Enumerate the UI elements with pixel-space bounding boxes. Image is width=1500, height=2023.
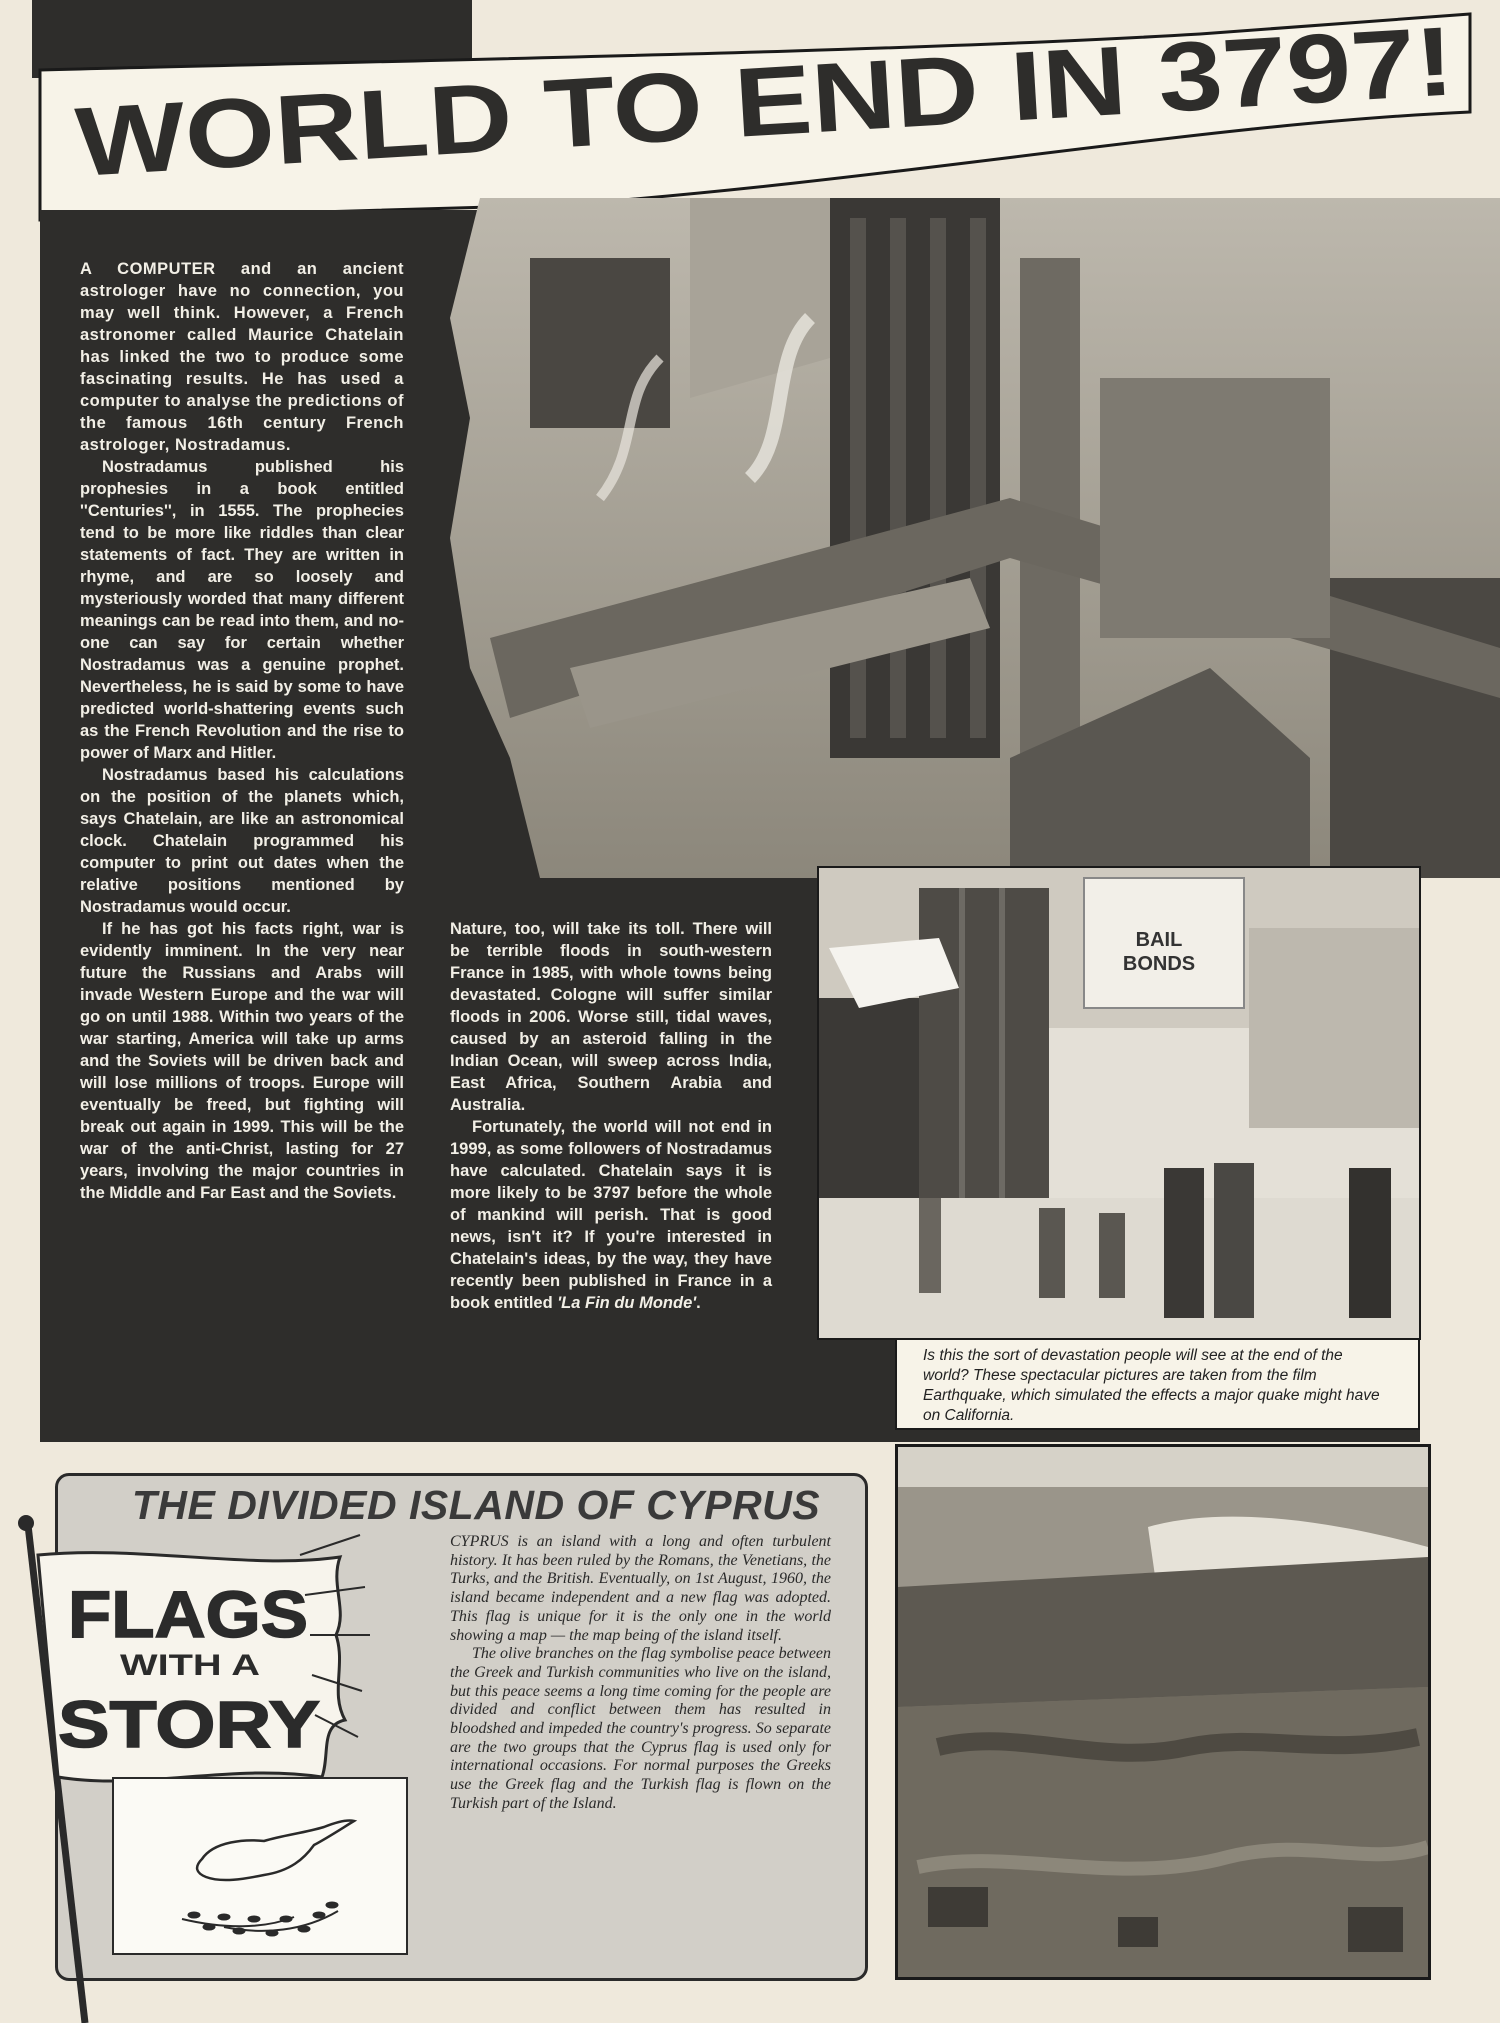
headline-banner [0,0,1500,230]
flags-feature-text [450,1533,831,1814]
bail-bonds-sign-line1: BAIL [1135,929,1183,951]
flags-feature-title: THE DIVIDED ISLAND OF CYPRUS [131,1482,821,1528]
city-ruins-photo [450,198,1500,878]
logo-word-with-a: WITH A [120,1649,260,1682]
story-paragraph: Nostradamus based his calculations on the position of the planets which, says Chatelain, are like an astronomical clock. Chatelain programmed his computer to print out dates when the relative positions mentioned by Nostradamus would occur. [80,766,404,916]
story-column-2 [450,918,772,1314]
story-column-1 [80,258,404,1204]
story-paragraph: If he has got his facts right, war is evidently imminent. In the very near future the Russians and Arabs will invade Western Europe and the war will go on until 1988. Within two years of the war starting, America will take up arms and the Soviets will be driven back and will lose millions of troops. Europe will eventually be freed, but fighting will break out again in 1999. This will be the war of the anti-Christ, lasting for 27 years, involving the major countries in the Middle and Far East and the Soviets. [80,920,404,1202]
story-final-period: . [696,1294,701,1312]
story-paragraph: Nostradamus published his prophesies in a book entitled ''Centuries'', in 1555. The prophecies tend to be more like riddles than clear statements of fact. They are written in rhyme, and are so loosely and mysteriously worded that many different meanings can be read into them, and no-one can say for certain whether Nostradamus was a genuine prophet. Nevertheless, he is said by some to have predicted world-shattering events such as the French Revolution and the rise to power of Marx and Hitler. [80,458,404,762]
logo-word-story: STORY [58,1687,320,1761]
flags-feature-paragraph: CYPRUS is an island with a long and often turbulent history. It has been ruled by the Romans, the Venetians, the Turks, and the British. Eventually, on 1st August, 1960, the island became independent and a new flag was adopted. This flag is unique for it is the only one in the world showing a map — the map being of the island itself. [450,1533,831,1644]
cyprus-map-icon [197,1820,354,1880]
story-paragraph: Nature, too, will take its toll. There will be terrible floods in south-western France in 1985, with whole towns being devastated. Cologne will suffer similar floods in 2006. Worse still, tidal waves, caused by an asteroid falling in the Indian Ocean, will sweep across India, East Africa, Southern Arabia and Australia. [450,920,772,1114]
logo-word-flags: FLAGS [68,1577,308,1651]
olive-branches-icon [182,1902,338,1936]
flags-feature-paragraph: The olive branches on the flag symbolise peace between the Greek and Turkish communities who live on the island, but this peace seems a long time coming for the people are divided and conflict between them has resulted in bloodshed and impeded the country's progress. So separate are the two groups that the Cyprus flag is used only for international occasions. For normal purposes the Greeks use the Greek flag and the Turkish flag is flown on the Turkish part of the Island. [450,1645,832,1812]
story-final-text: Fortunately, the world will not end in 1999, as some followers of Nostradamus have calculated. Chatelain says it is more likely to be 3797 before the whole of mankind will perish. That is good news, isn't it? If you're interested in Chatelain's ideas, by the way, they have recently been published in France in a book entitled [450,1118,772,1312]
story-paragraph: A COMPUTER and an ancient astrologer have no connection, you may well think. However, a French astronomer called Maurice Chatelain has linked the two to produce some fascinating results. He has used a computer to analyse the predictions of the famous 16th century French astrologer, Nostradamus. [80,260,404,454]
landslide-photo [895,1444,1431,1980]
headline-title: WORLD TO END IN 3797! [72,17,1247,197]
photo-caption: Is this the sort of devastation people will see at the end of the world? These spectacular pictures are taken from the film Earthquake, which simulated the effects a major quake might have on California. [895,1338,1420,1430]
flagpole-finial-icon [18,1515,34,1531]
book-title: 'La Fin du Monde' [557,1294,697,1312]
bail-bonds-sign-line2: BONDS [1122,953,1196,975]
story-paragraph-final [450,1116,772,1314]
cyprus-flag [112,1777,408,1955]
street-scene-photo [817,866,1421,1340]
